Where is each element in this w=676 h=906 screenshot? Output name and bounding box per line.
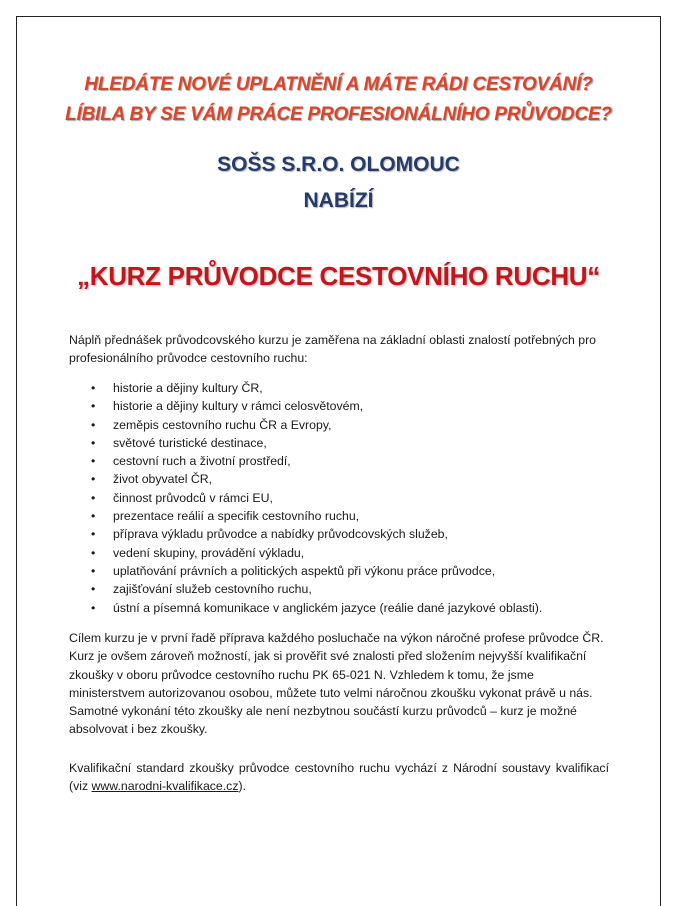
list-item	[69, 416, 629, 434]
topic-text: historie a dějiny kultury v rámci celosvětovém,	[113, 399, 364, 414]
headline-question-1: HLEDÁTE NOVÉ UPLATNĚNÍ A MÁTE RÁDI CESTOVÁNÍ?	[84, 74, 593, 95]
qualification-paragraph	[69, 759, 609, 796]
list-item	[69, 525, 629, 543]
topic-text: zajišťování služeb cestovního ruchu,	[113, 582, 312, 597]
topic-text: prezentace reálií a specifik cestovního ruchu,	[113, 509, 360, 524]
course-title: „KURZ PRŮVODCE CESTOVNÍHO RUCHU“	[77, 261, 600, 291]
bullet-icon: •	[91, 582, 96, 597]
list-item	[69, 489, 629, 507]
list-item	[69, 397, 629, 415]
company-offers: NABÍZÍ	[303, 189, 374, 212]
topic-text: uplatňování právních a politických aspektů při výkonu práce průvodce,	[113, 563, 496, 578]
bullet-icon: •	[91, 417, 96, 432]
company-name: SOŠS S.R.O. OLOMOUC	[217, 153, 460, 176]
list-item	[69, 580, 629, 598]
topic-text: ústní a písemná komunikace v anglickém jazyce (reálie dané jazykové oblasti).	[113, 600, 543, 615]
bullet-icon: •	[91, 545, 96, 560]
topics-list	[69, 379, 629, 617]
bullet-icon: •	[91, 381, 96, 395]
bullet-icon: •	[91, 490, 96, 505]
document-page	[16, 16, 661, 906]
narodni-kvalifikace-link[interactable]: www.narodni-kvalifikace.cz	[91, 779, 239, 794]
list-item	[69, 452, 629, 470]
topic-text: činnost průvodců v rámci EU,	[113, 490, 273, 505]
list-item	[69, 544, 629, 562]
topic-text: zeměpis cestovního ruchu ČR a Evropy,	[113, 417, 332, 432]
list-item	[69, 470, 629, 488]
bullet-icon: •	[91, 435, 96, 450]
bullet-icon: •	[91, 600, 96, 615]
bullet-icon: •	[91, 454, 96, 469]
qualification-text-end: ).	[238, 779, 246, 794]
topic-text: vedení skupiny, provádění výkladu,	[113, 545, 305, 560]
list-item	[69, 562, 629, 580]
list-item	[69, 379, 629, 397]
bullet-icon: •	[91, 509, 96, 524]
bullet-icon: •	[91, 527, 96, 542]
course-goal-paragraph: Cílem kurzu je v první řadě příprava každého posluchače na výkon náročné profese průvodce ČR. Kurz je ovšem zároveň možností, jak si prověřit své znalosti před složením nejvyšší kvalifikační zkoušky v oboru průvodce cestovního ruchu PK 65-021 N. Vzhledem k tomu, že jsme ministerstvem autorizovanou osobou, můžete tuto velmi náročnou zkoušku vykonat právě u nás. Samotné vykonání této zkoušky ale není nezbytnou součástí kurzu průvodců – kurz je možné absolvovat i bez zkoušky.	[69, 631, 604, 737]
topic-text: historie a dějiny kultury ČR,	[113, 381, 263, 395]
qualification-text: Kvalifikační standard zkoušky průvodce cestovního ruchu vychází z Národní soustavy kvalifikací (viz	[69, 761, 609, 794]
list-item	[69, 434, 629, 452]
list-item	[69, 507, 629, 525]
topic-text: cestovní ruch a životní prostředí,	[113, 454, 291, 469]
topic-text: život obyvatel ČR,	[113, 472, 213, 487]
bullet-icon: •	[91, 563, 96, 578]
bullet-icon: •	[91, 399, 96, 414]
topic-text: příprava výkladu průvodce a nabídky průvodcovských služeb,	[113, 527, 448, 542]
intro-paragraph: Náplň přednášek průvodcovského kurzu je zaměřena na základní oblasti znalostí potřebných pro profesionálního průvodce cestovního ruchu:	[69, 333, 597, 366]
list-item	[69, 599, 629, 617]
topic-text: světové turistické destinace,	[113, 435, 267, 450]
headline-question-2: LÍBILA BY SE VÁM PRÁCE PROFESIONÁLNÍHO PRŮVODCE?	[65, 104, 612, 125]
bullet-icon: •	[91, 472, 96, 487]
